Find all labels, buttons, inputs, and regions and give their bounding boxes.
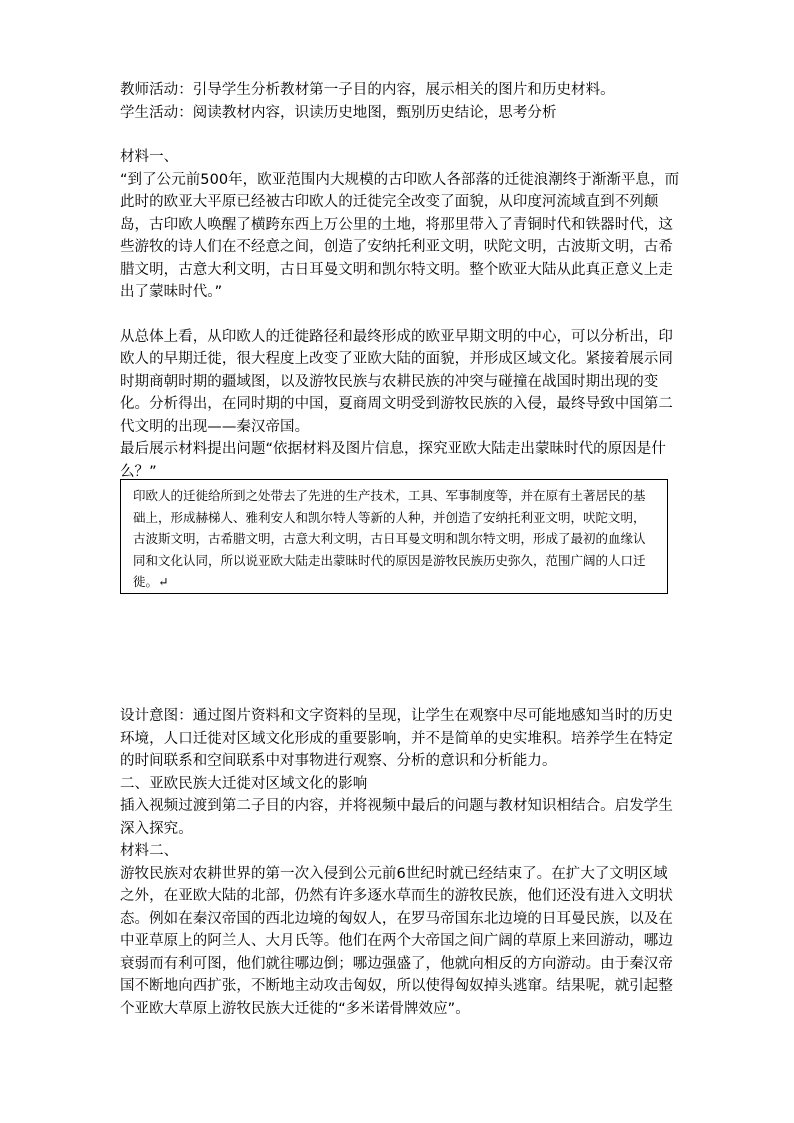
material2-text: 游牧民族对农耕世界的第一次入侵到公元前6世纪时就已经结束了。在扩大了文明区域之外，在亚欧大陆的北部，仍然有许多逐水草而生的游牧民族，他们还没有进入文明状态。例如在秦汉帝国的西北边境的匈奴人，在罗马帝国东北边境的日耳曼民族，以及在中亚草原上的阿兰人、大月氏等。他们在两个大帝国之间广阔的草原上来回游动，哪边衰弱而有利可图，他们就往哪边倒；哪边强盛了，他就向相反的方向游动。由于秦汉帝国不断地向西扩张，不断地主动攻击匈奴，所以使得匈奴掉头逃窜。结果呢，就引起整个亚欧大草原上游牧民族大迁徙的“多米诺骨牌效应”。	[120, 865, 673, 1017]
blank-line	[120, 124, 680, 146]
answer-text: 印欧人的迁徙给所到之处带去了先进的生产技术，工具、军事制度等，并在原有土著居民的基础上，形成赫梯人、雅利安人和凯尔特人等新的人种，并创造了安纳托利亚文明，吠陀文明，古波斯文明，古希腊文明，古意大利文明，古日耳曼文明和凯尔特文明，形成了最初的血缘认同和文化认同，所以说亚欧大陆走出蒙昧时代的原因是游牧民族历史弥久，范围广阔的人口迁徙。↵	[133, 488, 646, 589]
student-activity: 学生活动：阅读教材内容，识读历史地图，甄别历史结论，思考分析	[120, 104, 557, 121]
question-text: 最后展示材料提出问题“依据材料及图片信息，探究亚欧大陆走出蒙昧时代的原因是什么？”	[120, 441, 666, 480]
blank-line	[120, 304, 680, 326]
teacher-activity: 教师活动：引导学生分析教材第一子目的内容，展示相关的图片和历史材料。	[120, 82, 615, 98]
section2-title: 二、亚欧民族大迁徙对区域文化的影响	[120, 775, 368, 792]
material1-title: 材料一、	[120, 149, 179, 165]
material2-title: 材料二、	[120, 843, 179, 859]
answer-box	[120, 479, 668, 594]
text-block-1	[120, 79, 680, 483]
design-intent: 设计意图：通过图片资料和文字资料的呈现，让学生在观察中尽可能地感知当时的历史环境，人口迁徙对区域文化形成的重要影响，并不是简单的史实堆积。培养学生在特定的时间联系和空间联系中对事物进行观察、分析的意识和分析能力。	[120, 708, 673, 769]
text-block-2	[120, 705, 680, 1020]
analysis-text: 从总体上看，从印欧人的迁徙路径和最终形成的欧亚早期文明的中心，可以分析出，印欧人的早期迁徙，很大程度上改变了亚欧大陆的面貌，并形成区域文化。紧接着展示同时期商朝时期的疆域图，以及游牧民族与农耕民族的冲突与碰撞在战国时期出现的变化。分析得出，在同时期的中国，夏商周文明受到游牧民族的入侵，最终导致中国第二代文明的出现——秦汉帝国。	[120, 328, 673, 435]
video-text: 插入视频过渡到第二子目的内容，并将视频中最后的问题与教材知识相结合。启发学生深入探究。	[120, 798, 673, 837]
material1-text: “到了公元前500年，欧亚范围内大规模的古印欧人各部落的迁徙浪潮终于渐渐平息，而此时的欧亚大平原已经被古印欧人的迁徙完全改变了面貌，从印度河流域直到不列颠岛，古印欧人唤醒了横跨东西上万公里的土地，将那里带入了青铜时代和铁器时代，这些游牧的诗人们在不经意之间，创造了安纳托利亚文明，吠陀文明，古波斯文明，古希腊文明，古意大利文明，古日耳曼文明和凯尔特文明。整个欧亚大陆从此真正意义上走出了蒙昧时代。”	[120, 171, 680, 300]
